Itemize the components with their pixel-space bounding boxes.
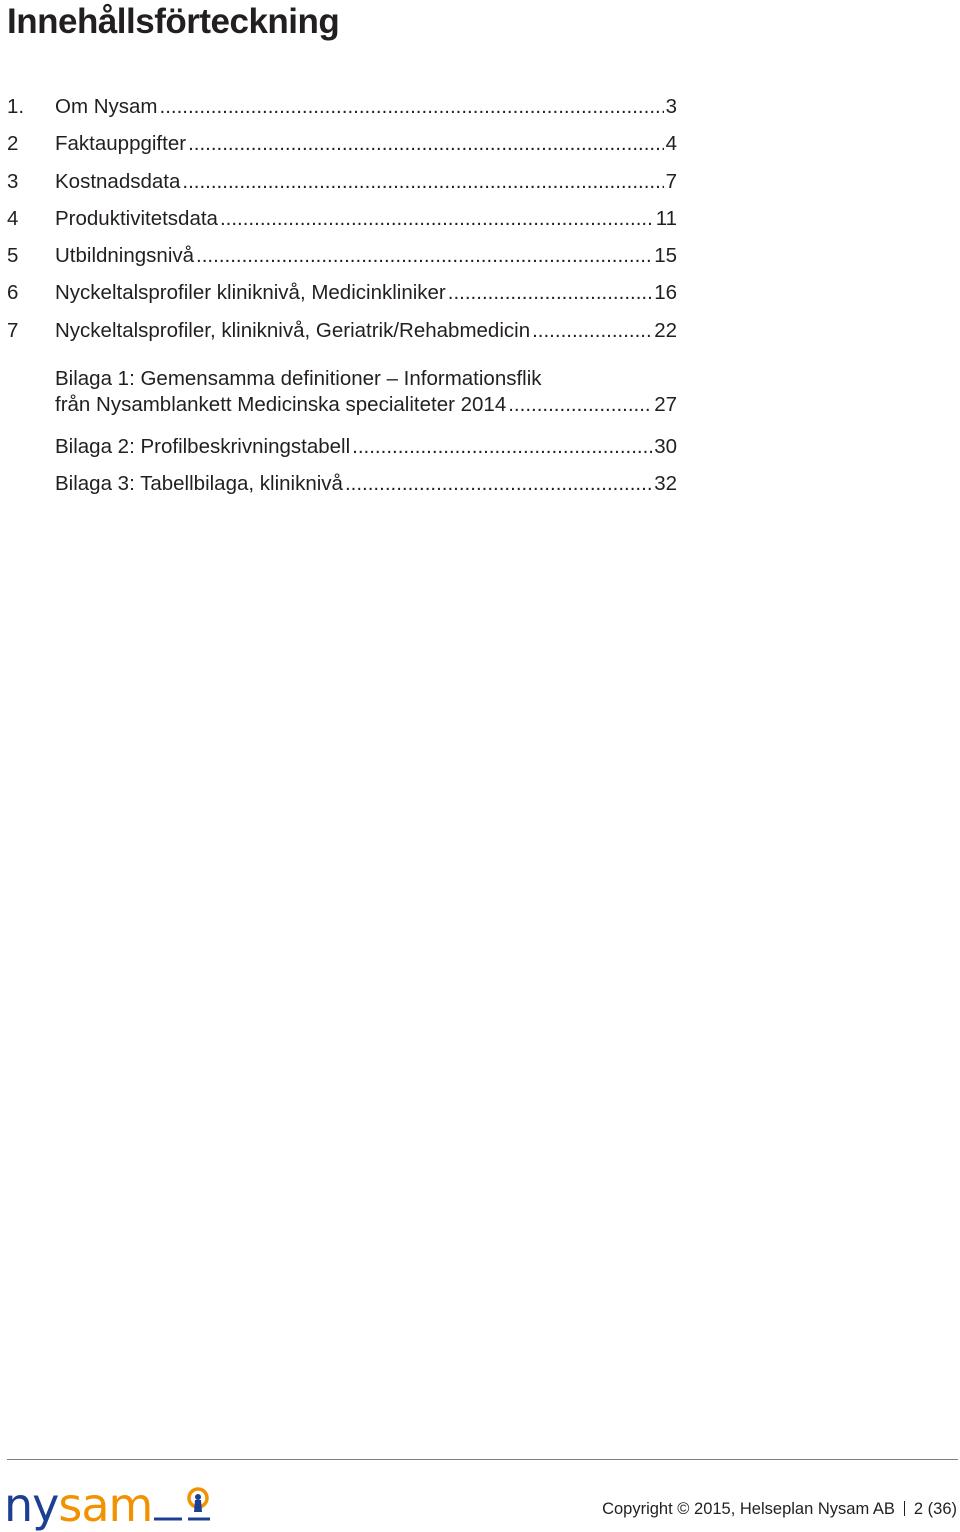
dot-leader [160,88,664,125]
toc-appendix-title: Bilaga 2: Profilbeskrivningstabell [55,435,351,459]
toc-appendix-page: 32 [654,472,677,496]
toc-entry-number: 6 [7,281,19,305]
footer-divider [7,1459,958,1460]
nysam-logo [4,1476,214,1532]
toc-appendix-2[interactable] [7,428,677,465]
toc-appendix-title-line2: från Nysamblankett Medicinska specialiteter 2014 [55,393,507,417]
toc-entry-1[interactable] [7,88,677,125]
toc-entry-4[interactable] [7,200,677,237]
toc-entry-title: Produktivitetsdata [55,206,218,230]
toc-entry-5[interactable] [7,237,677,274]
toc-entry-title: Nyckeltalsprofiler, kliniknivå, Geriatrik/Rehabmedicin [55,318,531,342]
toc-entry-number: 7 [7,318,19,342]
toc-appendix-title-line1: Bilaga 1: Gemensamma definitioner – Informationsflik [55,367,542,391]
dot-leader [182,163,663,200]
dot-leader [532,312,652,349]
footer-copyright [602,1500,957,1519]
toc-entry-page: 11 [655,206,677,230]
copyright-text: Copyright © 2015, Helseplan Nysam AB [602,1500,895,1518]
table-of-contents [7,88,677,503]
logo-wordmark-ny: ny [4,1478,59,1532]
toc-entry-number: 4 [7,206,19,230]
dot-leader [448,274,652,311]
logo-wordmark [4,1478,153,1532]
dot-leader [352,428,652,465]
toc-entry-7[interactable] [7,312,677,349]
toc-entry-title: Om Nysam [55,95,158,118]
toc-entry-title: Utbildningsnivå [55,244,195,268]
toc-entry-page: 4 [665,132,677,156]
page-indicator: 2 (36) [913,1500,957,1518]
toc-entry-title: Kostnadsdata [55,169,181,193]
toc-appendix-page: 30 [654,435,677,459]
toc-entry-page: 15 [654,244,677,268]
dot-leader [508,392,652,418]
toc-appendix-title: Bilaga 3: Tabellbilaga, kliniknivå [55,472,343,496]
dot-leader [196,237,652,274]
toc-entry-page: 7 [665,169,677,193]
toc-entry-number: 5 [7,244,19,268]
toc-entry-page: 22 [654,318,677,342]
toc-entry-3[interactable] [7,163,677,200]
toc-appendix-3[interactable] [7,465,677,502]
toc-entry-page: 16 [654,281,677,305]
keyhole-icon [154,1486,214,1522]
toc-appendix-page: 27 [654,393,677,417]
toc-entry-number: 2 [7,132,19,156]
toc-entry-6[interactable] [7,274,677,311]
toc-appendix-1[interactable] [7,366,677,418]
toc-appendix-title-line2-row [55,392,677,418]
dot-leader [188,125,664,162]
toc-entry-number: 3 [7,169,19,193]
logo-wordmark-sam: sam [58,1478,153,1532]
toc-entry-2[interactable] [7,125,677,162]
toc-entry-number: 1. [7,95,25,118]
dot-leader [345,465,652,502]
toc-spacer [7,349,677,366]
toc-entry-page: 3 [665,95,677,118]
footer-separator [904,1501,905,1516]
dot-leader [220,200,654,237]
toc-entry-title: Faktauppgifter [55,132,187,156]
toc-entry-title: Nyckeltalsprofiler kliniknivå, Medicinkliniker [55,281,446,305]
page-title: Innehållsförteckning [7,2,340,41]
